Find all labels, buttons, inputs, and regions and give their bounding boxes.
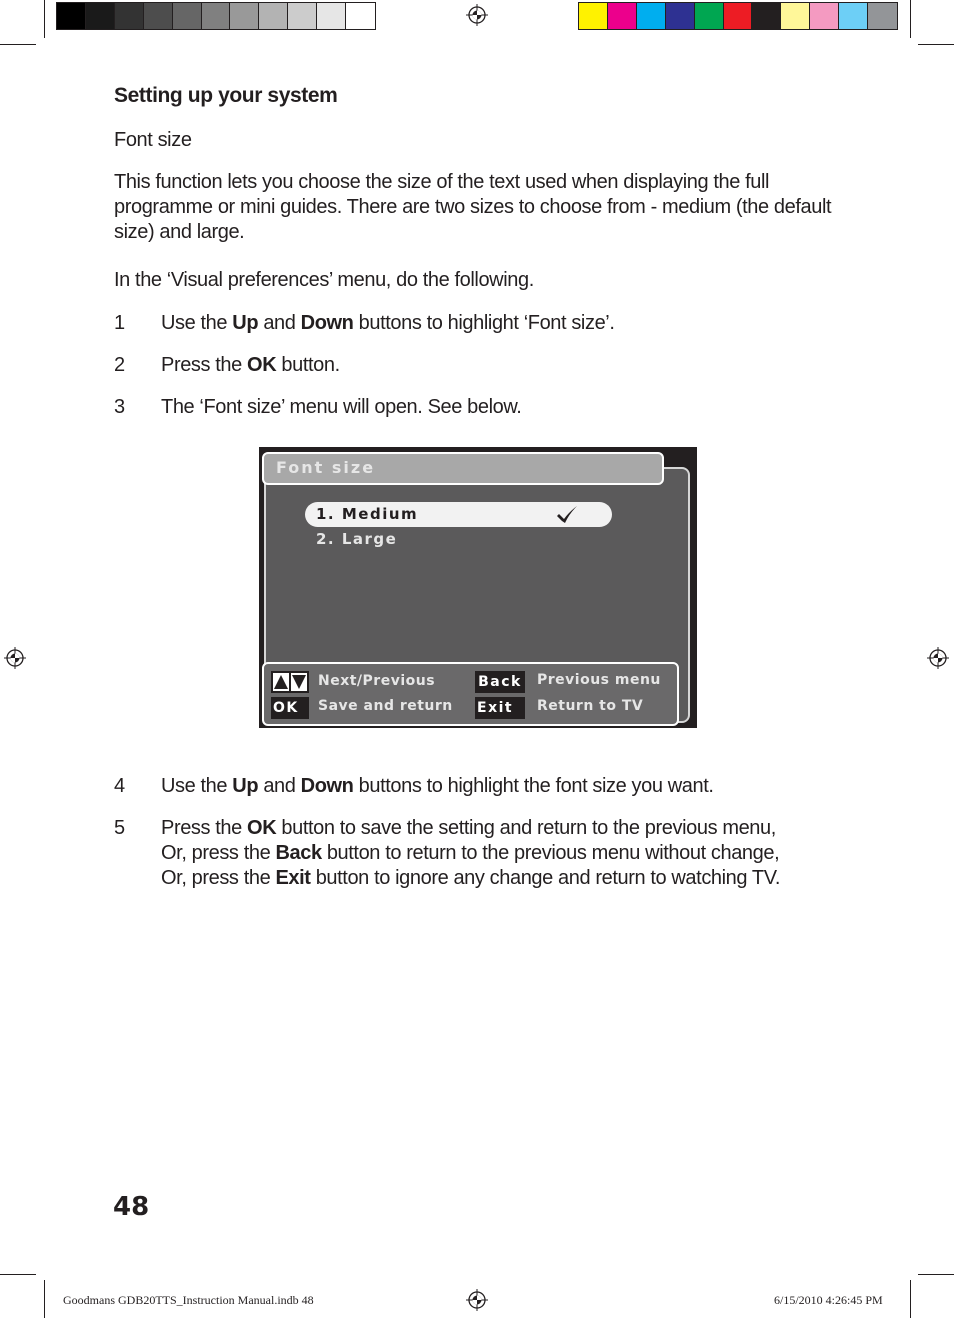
ok-key: OK	[271, 697, 309, 719]
color-swatch	[57, 3, 86, 29]
color-swatch	[288, 3, 317, 29]
text-run: Use the	[161, 312, 233, 334]
button-name: Down	[300, 312, 354, 334]
page-number: 48	[113, 1192, 150, 1222]
text-run: button to ignore any change and return to watching TV.	[310, 867, 781, 889]
crop-mark	[0, 44, 36, 45]
step-number: 4	[114, 775, 126, 797]
color-swatch	[839, 3, 868, 29]
section-heading: Setting up your system	[114, 84, 338, 107]
text-run: Or, press the	[161, 842, 276, 864]
text-run: buttons to highlight ‘Font size’.	[353, 312, 615, 334]
up-down-key-icon	[271, 671, 309, 693]
color-swatch	[666, 3, 695, 29]
color-swatch	[579, 3, 608, 29]
button-name: Exit	[275, 867, 311, 889]
exit-key: Exit	[475, 697, 525, 719]
registration-mark-icon	[4, 647, 26, 669]
intro-line: programme or mini guides. There are two sizes to choose from - medium (the default	[114, 196, 832, 218]
registration-mark-icon	[466, 1289, 488, 1311]
step-number: 2	[114, 354, 126, 376]
text-run: and	[258, 312, 301, 334]
color-swatch	[144, 3, 173, 29]
text-run: and	[258, 775, 301, 797]
menu-option-large[interactable]: 2. Large	[316, 530, 398, 548]
crop-mark	[910, 0, 911, 38]
button-name: Down	[300, 775, 354, 797]
step-number: 5	[114, 817, 126, 839]
grayscale-bar	[56, 2, 376, 30]
color-swatch	[230, 3, 259, 29]
step-text	[161, 353, 340, 378]
text-run: Use the	[161, 775, 233, 797]
step-text: The ‘Font size’ menu will open. See below.	[161, 396, 522, 418]
crop-mark	[44, 1280, 45, 1318]
step-line	[161, 841, 780, 866]
text-run: Or, press the	[161, 867, 276, 889]
step-text	[161, 774, 714, 799]
color-swatch	[86, 3, 115, 29]
button-name: OK	[247, 354, 277, 376]
menu-title-bar	[262, 452, 664, 485]
color-swatch	[317, 3, 346, 29]
step-line	[161, 816, 780, 841]
color-swatch	[752, 3, 781, 29]
color-swatch	[202, 3, 231, 29]
color-swatch	[810, 3, 839, 29]
crop-mark	[918, 44, 954, 45]
step-number: 1	[114, 312, 126, 334]
color-swatch	[637, 3, 666, 29]
slug-datetime: 6/15/2010 4:26:45 PM	[774, 1293, 883, 1307]
button-name: Back	[275, 842, 322, 864]
text-run: button to return to the previous menu without change,	[321, 842, 780, 864]
step-text	[161, 311, 615, 336]
crop-mark	[0, 1274, 36, 1275]
menu-option-medium[interactable]: 1. Medium	[316, 505, 419, 523]
color-swatch	[724, 3, 753, 29]
text-run: Press the	[161, 817, 248, 839]
intro-paragraph	[114, 170, 831, 245]
text-run: button to save the setting and return to the previous menu,	[276, 817, 776, 839]
button-name: Up	[232, 312, 259, 334]
registration-mark-icon	[927, 647, 949, 669]
color-swatch	[173, 3, 202, 29]
check-icon	[555, 504, 579, 526]
color-swatch	[695, 3, 724, 29]
intro-line: size) and large.	[114, 221, 245, 243]
slug-filename: Goodmans GDB20TTS_Instruction Manual.indb 48	[63, 1293, 314, 1307]
step-number: 3	[114, 396, 126, 418]
button-name: Up	[232, 775, 259, 797]
step-line	[161, 866, 780, 891]
color-swatch	[259, 3, 288, 29]
back-key: Back	[475, 671, 525, 693]
crop-mark	[44, 0, 45, 38]
color-swatch	[781, 3, 810, 29]
text-run: button.	[276, 354, 340, 376]
tv-menu-screenshot	[259, 447, 697, 728]
color-swatch	[608, 3, 637, 29]
button-name: OK	[247, 817, 277, 839]
step-text	[161, 816, 780, 891]
footer-label-return-tv: Return to TV	[537, 698, 644, 714]
menu-title: Font size	[276, 458, 376, 477]
text-run: buttons to highlight the font size you want.	[353, 775, 714, 797]
registration-mark-icon	[466, 4, 488, 26]
color-swatch	[115, 3, 144, 29]
color-swatch	[868, 3, 897, 29]
color-bar	[578, 2, 898, 30]
subheading: Font size	[114, 129, 192, 151]
instruction-text: In the ‘Visual preferences’ menu, do the following.	[114, 269, 534, 291]
intro-line: This function lets you choose the size of the text used when displaying the full	[114, 171, 770, 193]
footer-label-previous-menu: Previous menu	[537, 672, 661, 688]
text-run: Press the	[161, 354, 248, 376]
crop-mark	[910, 1280, 911, 1318]
crop-mark	[918, 1274, 954, 1275]
footer-label-save-return: Save and return	[318, 698, 453, 714]
footer-label-next-previous: Next/Previous	[318, 673, 436, 689]
color-swatch	[346, 3, 375, 29]
